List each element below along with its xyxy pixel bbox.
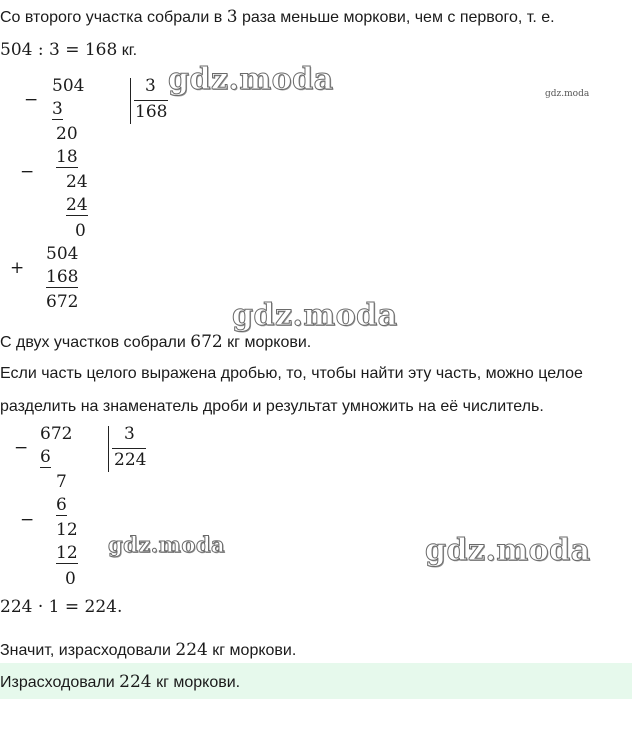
minus-sign: −: [20, 162, 35, 182]
dividend: 504: [52, 76, 85, 96]
math-number: 224: [119, 672, 152, 692]
divisor: 3: [145, 76, 156, 96]
text-fragment: Израсходовали: [0, 674, 120, 691]
dividend: 672: [40, 424, 73, 444]
watermark-logo: gdz.moda: [232, 298, 398, 333]
text-fragment: раза меньше моркови, чем с первого, т. е.: [237, 9, 555, 26]
rule-text-line-2: разделить на знаменатель дроби и результат умножить на её числитель.: [0, 398, 544, 415]
watermark-logo-small: gdz.moda: [545, 89, 590, 99]
remainder: 0: [65, 569, 76, 589]
text-line-1: [0, 7, 555, 27]
math-expression: 504 : 3 = 168: [0, 40, 118, 60]
minus-sign: −: [20, 510, 35, 530]
watermark-logo: gdz.moda: [108, 532, 226, 557]
math-number: 3: [226, 7, 238, 27]
remainder: 0: [75, 221, 86, 241]
math-number: 672: [190, 332, 223, 352]
equation-line-4: 224 · 1 = 224.: [0, 597, 123, 617]
division-bracket: [130, 78, 131, 124]
divisor: 3: [124, 424, 135, 444]
answer-text: [0, 672, 240, 692]
equation-line-2: [0, 40, 137, 60]
remainder: 24: [66, 172, 88, 192]
quotient: 224: [114, 450, 147, 470]
text-fragment: кг моркови.: [207, 642, 297, 659]
remainder: 20: [56, 124, 78, 144]
addend: 504: [46, 244, 79, 264]
addend: 168: [46, 267, 79, 287]
sum: 672: [46, 292, 79, 312]
subtrahend: 12: [56, 543, 78, 563]
subtrahend: 3: [52, 99, 63, 119]
text-fragment: кг моркови.: [151, 674, 241, 691]
minus-sign: −: [14, 438, 29, 458]
subtrahend: 24: [66, 195, 88, 215]
plus-sign: +: [10, 258, 25, 278]
division-bracket: [108, 426, 109, 472]
remainder: 7: [56, 472, 67, 492]
division-line: [134, 100, 168, 101]
watermark-logo: gdz.moda: [425, 533, 591, 568]
rule-text-line-1: Если часть целого выражена дробью, то, чтобы найти эту часть, можно целое: [0, 365, 583, 382]
text-fragment: Со второго участка собрали в: [0, 9, 227, 26]
text-fragment: кг моркови.: [222, 334, 312, 351]
remainder: 12: [56, 520, 78, 540]
answer-box: [0, 663, 632, 699]
subtrahend: 18: [56, 147, 78, 167]
minus-sign: −: [24, 90, 39, 110]
unit-text: кг.: [117, 42, 138, 59]
math-number: 224: [175, 640, 208, 660]
watermark-logo: gdz.moda: [168, 62, 334, 97]
text-fragment: Значит, израсходовали: [0, 642, 176, 659]
division-line: [112, 448, 146, 449]
subtrahend: 6: [40, 447, 51, 467]
subtrahend: 6: [56, 495, 67, 515]
text-line-5: [0, 640, 296, 660]
quotient: 168: [135, 102, 168, 122]
text-fragment: С двух участков собрали: [0, 334, 191, 351]
text-line-3: [0, 332, 311, 352]
